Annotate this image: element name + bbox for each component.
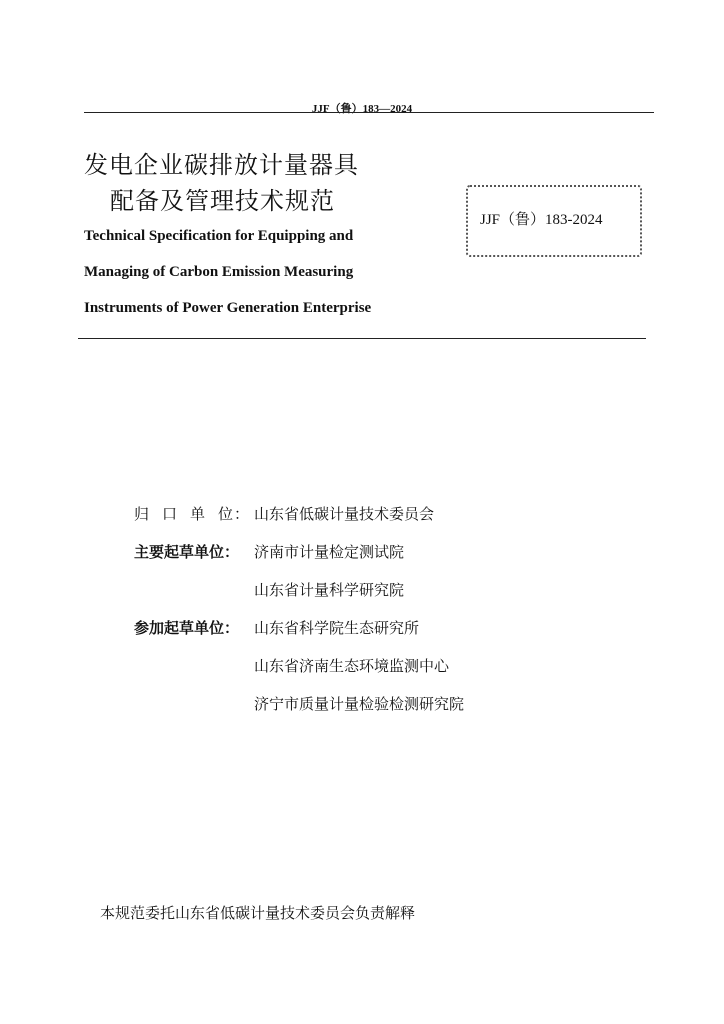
guikou-char: 位 [218,505,234,523]
header-rule [84,112,654,113]
standard-code: JJF（鲁）183-2024 [480,212,603,228]
english-title-line-2: Managing of Carbon Emission Measuring [84,264,354,280]
title-rule [78,338,646,339]
participating-drafter-3: 济宁市质量计量检验检测研究院 [254,695,465,713]
participating-drafter-2: 山东省济南生态环境监测中心 [254,657,450,675]
interpretation-note: 本规范委托山东省低碳计量技术委员会负责解释 [100,904,416,922]
english-title-line-3: Instruments of Power Generation Enterprise [84,300,372,316]
guikou-value: 山东省低碳计量技术委员会 [254,505,435,523]
english-title-line-1: Technical Specification for Equipping and [84,228,354,244]
chinese-title-line-2: 配备及管理技术规范 [110,187,335,215]
guikou-char: 归 [134,505,150,523]
participating-drafter-label: 参加起草单位： [134,619,240,637]
main-drafter-2: 山东省计量科学研究院 [254,581,405,599]
guikou-colon: ： [234,505,250,523]
guikou-label [134,503,249,524]
main-drafter-1: 济南市计量检定测试院 [254,543,405,561]
chinese-title-line-1: 发电企业碳排放计量器具 [84,151,359,179]
guikou-char: 口 [162,505,178,523]
main-drafter-label: 主要起草单位： [134,543,240,561]
document-code-header: JJF（鲁）183—2024 [311,103,413,115]
guikou-char: 单 [190,505,206,523]
participating-drafter-1: 山东省科学院生态研究所 [254,619,420,637]
